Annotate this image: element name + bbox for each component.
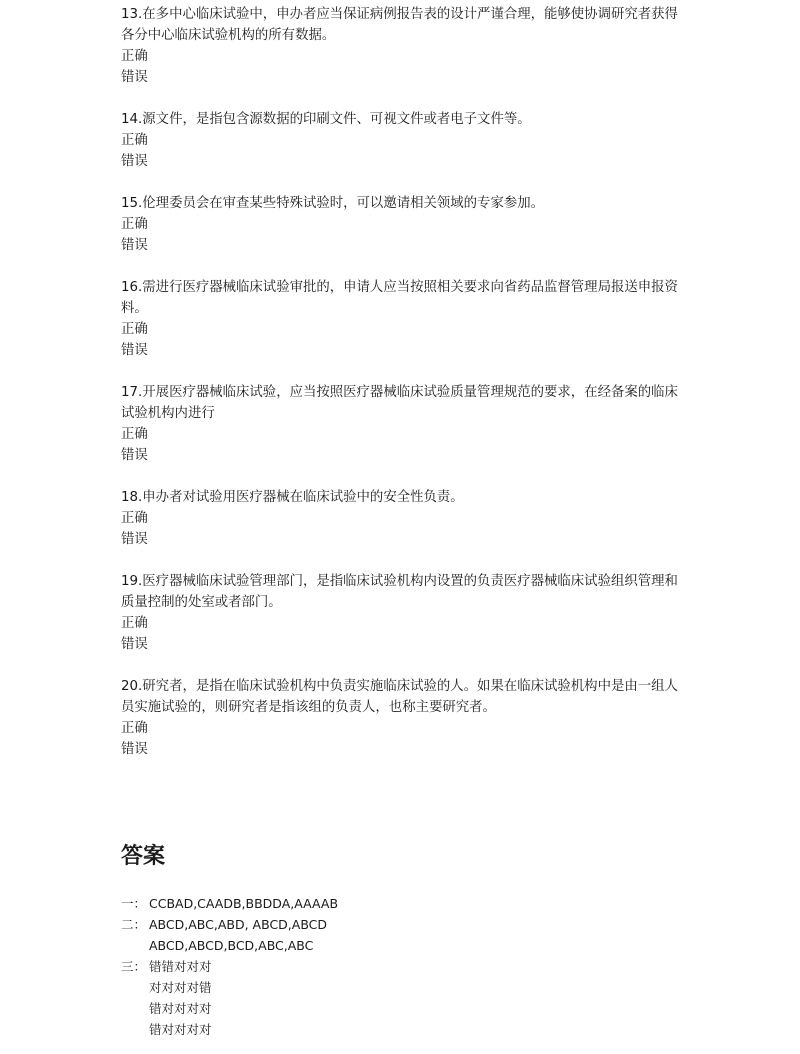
answer-section-label: 一： (121, 896, 147, 911)
question-body: 医疗器械临床试验管理部门，是指临床试验机构内设置的负责医疗器械临床试验组织管理和质量控制的处室或者部门。 (121, 574, 678, 610)
answer-section-2 (121, 914, 681, 956)
question-text (121, 109, 691, 130)
question-number: 14. (121, 112, 143, 127)
answer-section-label: 二： (121, 917, 147, 932)
question-text (121, 193, 691, 214)
question-text (121, 4, 691, 46)
answer-line: 错对对对对 (149, 1022, 212, 1037)
answer-line: 对对对对错 (149, 980, 212, 995)
answer-lines (149, 956, 212, 1040)
option-false[interactable]: 错误 (121, 70, 148, 85)
answer-section-1 (121, 893, 681, 914)
answers-heading: 答案 (121, 844, 166, 869)
question-text (121, 676, 691, 718)
question-body: 研究者，是指在临床试验机构中负责实施临床试验的人。如果在临床试验机构中是由一组人员实施试验的，则研究者是指该组的负责人，也称主要研究者。 (121, 679, 678, 715)
option-true[interactable]: 正确 (121, 721, 148, 736)
question-list (121, 4, 691, 781)
option-false[interactable]: 错误 (121, 154, 148, 169)
answer-section-label: 三： (121, 959, 147, 974)
question-16 (121, 277, 691, 361)
answer-line: 错错对对对 (149, 959, 212, 974)
answer-key (121, 893, 681, 1040)
option-false[interactable]: 错误 (121, 238, 148, 253)
question-number: 20. (121, 679, 143, 694)
question-17 (121, 382, 691, 466)
question-15 (121, 193, 691, 256)
option-true[interactable]: 正确 (121, 511, 148, 526)
option-false[interactable]: 错误 (121, 532, 148, 547)
answer-line: 错对对对对 (149, 1001, 212, 1016)
answer-line: ABCD,ABCD,BCD,ABC,ABC (149, 938, 314, 953)
answer-section-3 (121, 956, 681, 1040)
question-body: 在多中心临床试验中，申办者应当保证病例报告表的设计严谨合理，能够使协调研究者获得各分中心临床试验机构的所有数据。 (121, 7, 678, 43)
option-true[interactable]: 正确 (121, 616, 148, 631)
question-body: 开展医疗器械临床试验，应当按照医疗器械临床试验质量管理规范的要求，在经备案的临床试验机构内进行 (121, 385, 678, 421)
question-body: 伦理委员会在审查某些特殊试验时，可以邀请相关领域的专家参加。 (142, 196, 545, 211)
option-false[interactable]: 错误 (121, 343, 148, 358)
answer-lines (149, 914, 327, 956)
option-true[interactable]: 正确 (121, 133, 148, 148)
question-19 (121, 571, 691, 655)
question-text (121, 382, 691, 424)
question-text (121, 571, 691, 613)
option-true[interactable]: 正确 (121, 427, 148, 442)
question-text (121, 277, 691, 319)
question-number: 18. (121, 490, 143, 505)
answer-line: CCBAD,CAADB,BBDDA,AAAAB (149, 896, 339, 911)
answer-lines (149, 893, 338, 914)
question-20 (121, 676, 691, 760)
option-false[interactable]: 错误 (121, 637, 148, 652)
question-14 (121, 109, 691, 172)
option-false[interactable]: 错误 (121, 742, 148, 757)
option-false[interactable]: 错误 (121, 448, 148, 463)
question-18 (121, 487, 691, 550)
question-number: 13. (121, 7, 143, 22)
option-true[interactable]: 正确 (121, 322, 148, 337)
question-number: 17. (121, 385, 143, 400)
question-number: 19. (121, 574, 143, 589)
question-body: 需进行医疗器械临床试验审批的，申请人应当按照相关要求向省药品监督管理局报送申报资料。 (121, 280, 678, 316)
answer-line: ABCD,ABC,ABD, ABCD,ABCD (149, 917, 328, 932)
question-13 (121, 4, 691, 88)
question-body: 申办者对试验用医疗器械在临床试验中的安全性负责。 (142, 490, 464, 505)
question-body: 源文件，是指包含源数据的印刷文件、可视文件或者电子文件等。 (142, 112, 531, 127)
option-true[interactable]: 正确 (121, 217, 148, 232)
option-true[interactable]: 正确 (121, 49, 148, 64)
question-number: 16. (121, 280, 143, 295)
question-text (121, 487, 691, 508)
question-number: 15. (121, 196, 143, 211)
